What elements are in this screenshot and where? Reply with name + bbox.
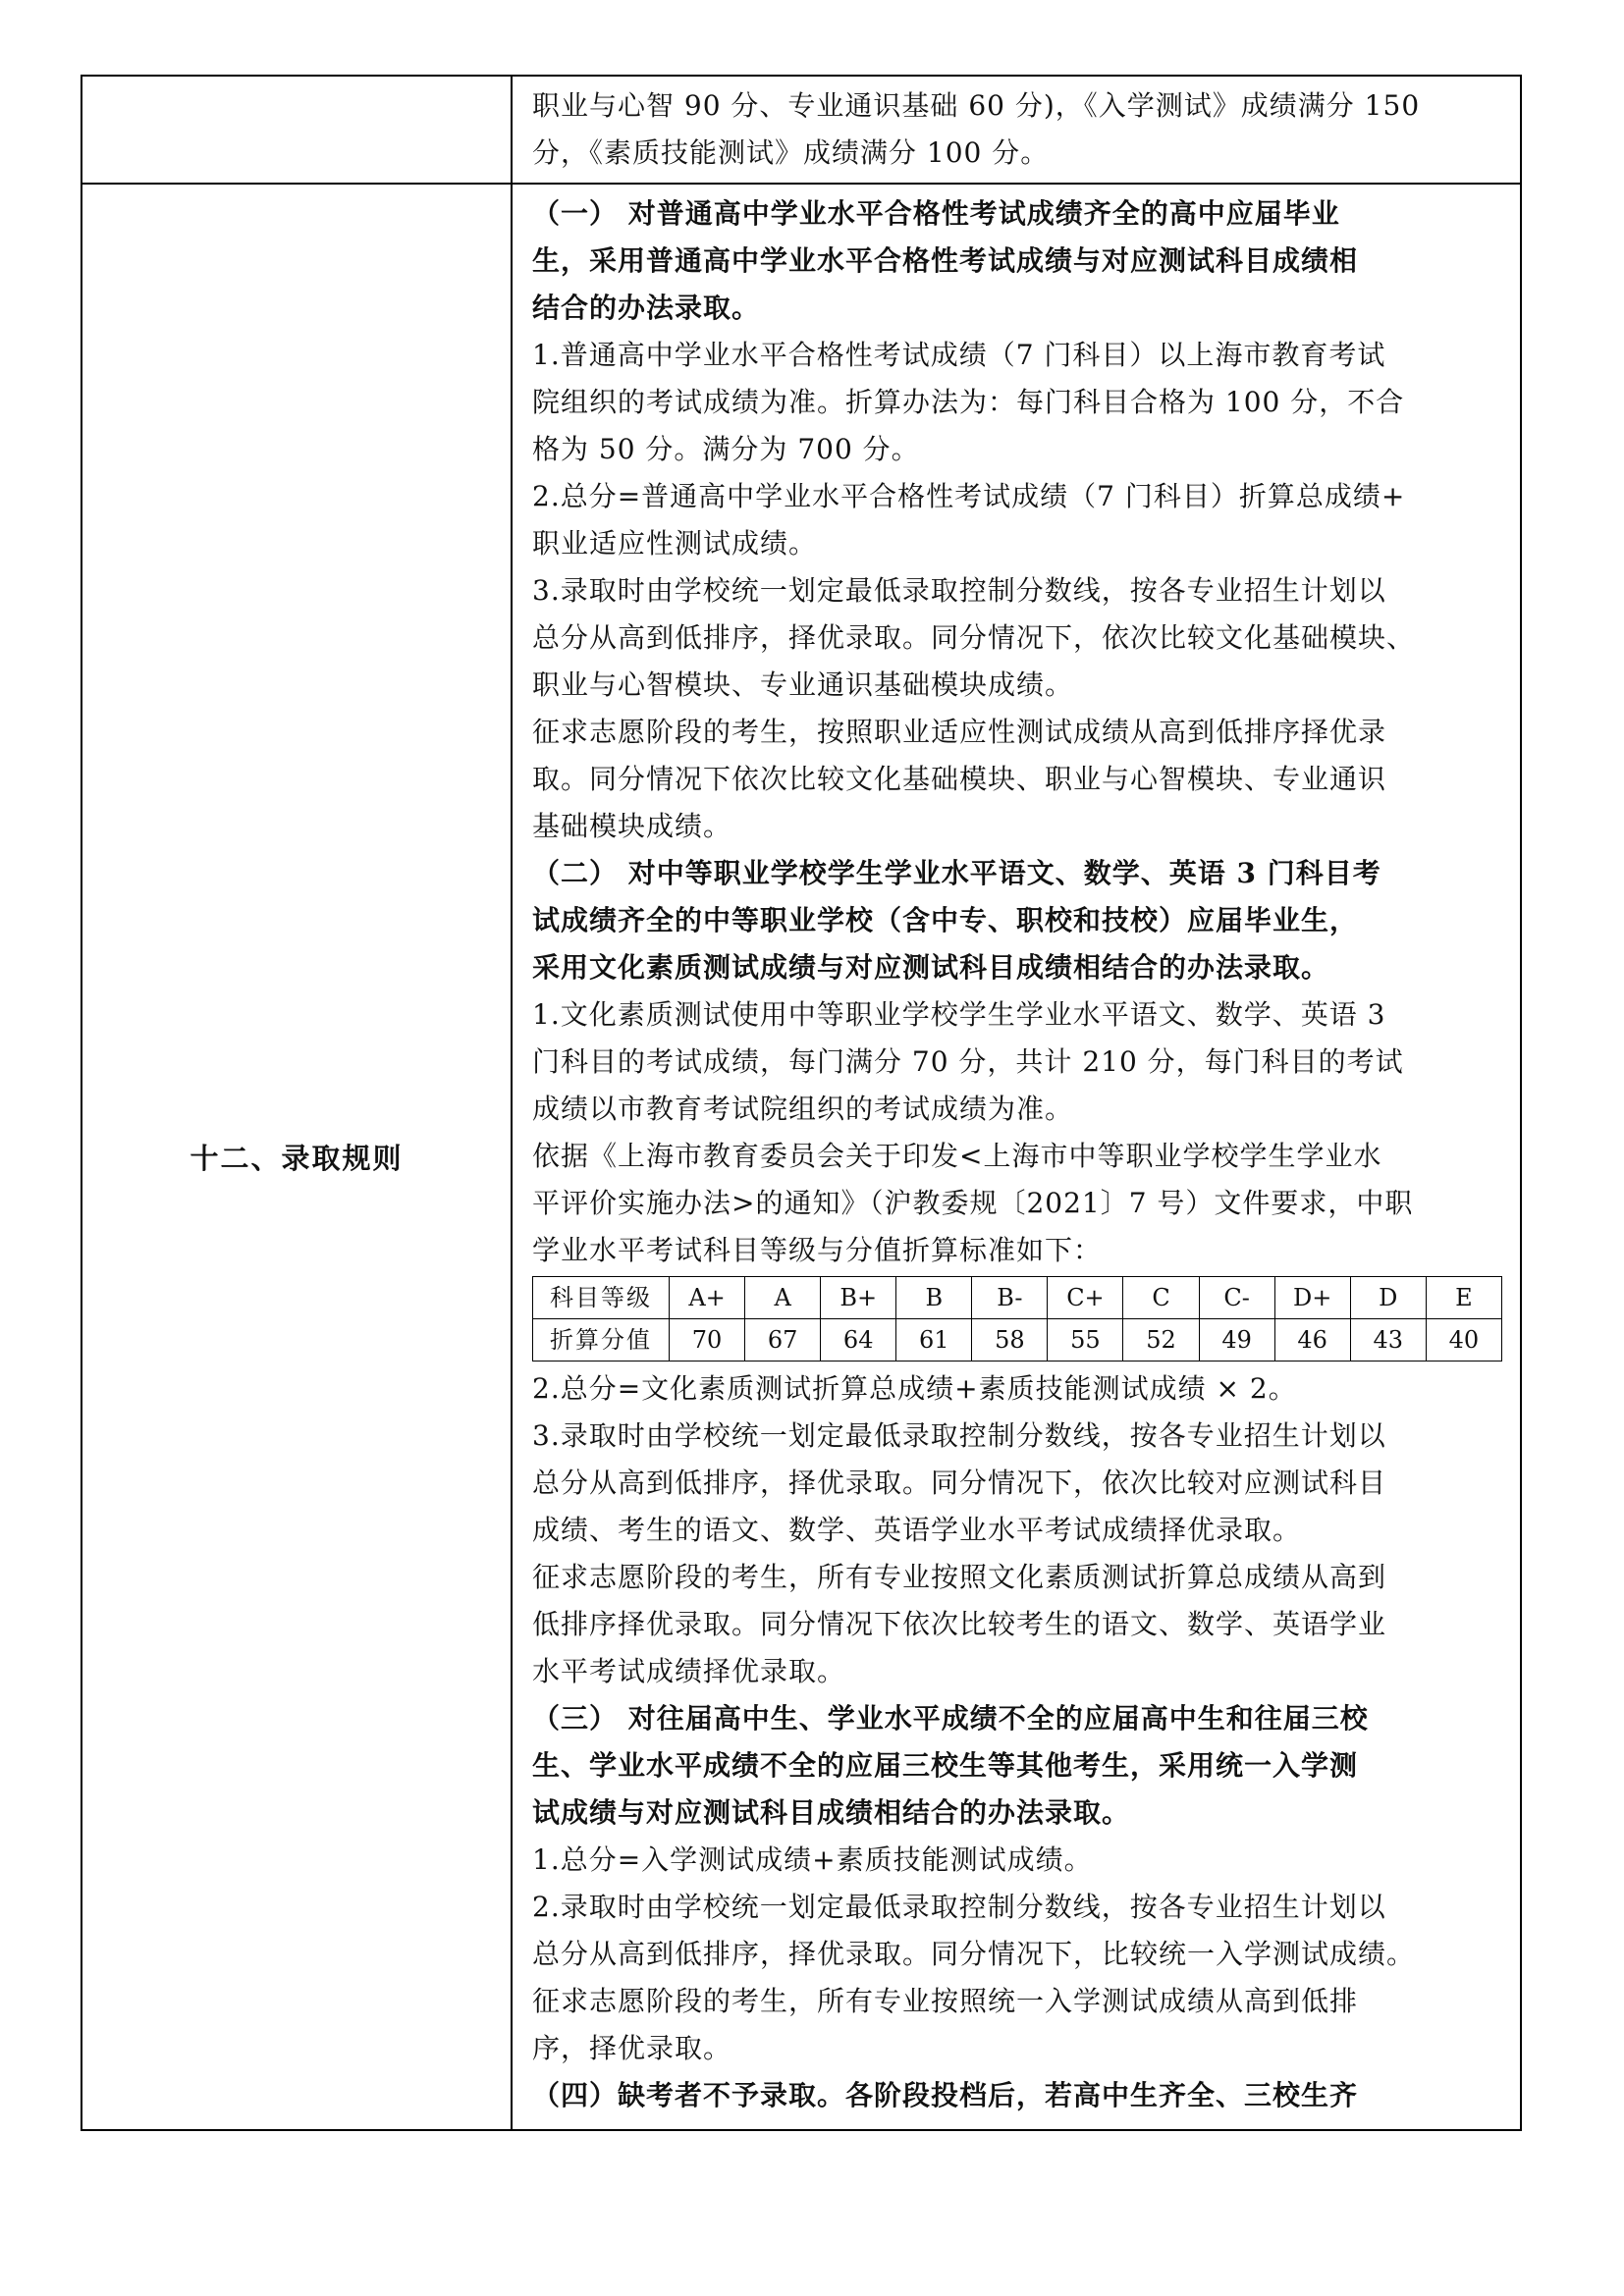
text-line: 水平考试成绩择优录取。 (532, 1655, 846, 1687)
grade-cell: B+ (821, 1277, 896, 1319)
score-cell: 61 (896, 1319, 972, 1362)
text-line: 2.录取时由学校统一划定最低录取控制分数线，按各专业招生计划以 (532, 1891, 1386, 1923)
text-line: 征求志愿阶段的考生，所有专业按照统一入学测试成绩从高到低排 (532, 1985, 1359, 2017)
section-heading: （四）缺考者不予录取。各阶段投档后，若高中生齐全、三校生齐 (532, 2079, 1359, 2111)
text-line: 取。同分情况下依次比较文化基础模块、职业与心智模块、专业通识 (532, 763, 1387, 795)
grade-cell: B- (972, 1277, 1048, 1319)
section-heading: 生，采用普通高中学业水平合格性考试成绩与对应测试科目成绩相 (532, 244, 1359, 277)
table-row-admission-rules (81, 184, 1521, 2130)
grade-label-cell: 科目等级 (533, 1277, 670, 1319)
score-cell: 46 (1274, 1319, 1350, 1362)
score-cell: 64 (821, 1319, 896, 1362)
text-line: 2.总分=普通高中学业水平合格性考试成绩（7 门科目）折算总成绩+ (532, 480, 1406, 512)
section-heading: 结合的办法录取。 (532, 292, 761, 324)
score-label-cell: 折算分值 (533, 1319, 670, 1362)
empty-header-cell (81, 76, 512, 184)
text-line: 分，《素质技能测试》成绩满分 100 分。 (532, 136, 1050, 169)
text-line: 序，择优录取。 (532, 2032, 732, 2064)
text-line: 依据《上海市教育委员会关于印发<上海市中等职业学校学生学业水 (532, 1140, 1382, 1172)
grade-cell: C (1123, 1277, 1199, 1319)
score-cell: 70 (670, 1319, 745, 1362)
grade-cell: B (896, 1277, 972, 1319)
text-line: 总分从高到低排序，择优录取。同分情况下，依次比较文化基础模块、 (532, 621, 1416, 654)
table-row-continuation (81, 76, 1521, 184)
text-line: 总分从高到低排序，择优录取。同分情况下，依次比较对应测试科目 (532, 1467, 1387, 1499)
rules-content-cell (512, 184, 1521, 2130)
score-cell: 55 (1048, 1319, 1123, 1362)
row-title: 十二、录取规则 (189, 1142, 404, 1175)
grade-cell: D+ (1274, 1277, 1350, 1319)
text-line: 2.总分=文化素质测试折算总成绩+素质技能测试成绩 × 2。 (532, 1372, 1297, 1405)
text-line: 1.文化素质测试使用中等职业学校学生学业水平语文、数学、英语 3 (532, 998, 1386, 1031)
score-cell: 58 (972, 1319, 1048, 1362)
score-cell: 52 (1123, 1319, 1199, 1362)
score-row (533, 1319, 1502, 1362)
section-heading: 采用文化素质测试成绩与对应测试科目成绩相结合的办法录取。 (532, 951, 1330, 984)
text-line: 3.录取时由学校统一划定最低录取控制分数线，按各专业招生计划以 (532, 574, 1386, 607)
section-heading: （二） 对中等职业学校学生学业水平语文、数学、英语 3 门科目考 (532, 857, 1381, 889)
grade-row (533, 1277, 1502, 1319)
section-heading: 生、学业水平成绩不全的应届三校生等其他考生，采用统一入学测 (532, 1749, 1359, 1782)
grade-cell: A+ (670, 1277, 745, 1319)
section-heading: （一） 对普通高中学业水平合格性考试成绩齐全的高中应届毕业 (532, 197, 1340, 230)
text-line: 职业适应性测试成绩。 (532, 527, 818, 560)
score-cell: 49 (1199, 1319, 1274, 1362)
text-line: 门科目的考试成绩，每门满分 70 分，共计 210 分，每门科目的考试 (532, 1045, 1404, 1078)
score-cell: 67 (745, 1319, 821, 1362)
text-line: 征求志愿阶段的考生，所有专业按照文化素质测试折算总成绩从高到 (532, 1561, 1387, 1593)
continuation-cell (512, 76, 1521, 184)
row-title-cell (81, 184, 512, 2130)
text-line: 征求志愿阶段的考生，按照职业适应性测试成绩从高到低排序择优录 (532, 716, 1387, 748)
text-line: 3.录取时由学校统一划定最低录取控制分数线，按各专业招生计划以 (532, 1419, 1386, 1452)
text-line: 1.普通高中学业水平合格性考试成绩（7 门科目）以上海市教育考试 (532, 339, 1386, 371)
admission-rules-table (81, 75, 1522, 2131)
grade-cell: D (1350, 1277, 1426, 1319)
text-line: 成绩、考生的语文、数学、英语学业水平考试成绩择优录取。 (532, 1514, 1302, 1546)
text-line: 格为 50 分。满分为 700 分。 (532, 433, 920, 465)
text-line: 基础模块成绩。 (532, 810, 732, 842)
section-heading: 试成绩与对应测试科目成绩相结合的办法录取。 (532, 1796, 1131, 1829)
grade-conversion-table (532, 1276, 1502, 1362)
grade-cell: C- (1199, 1277, 1274, 1319)
text-line: 成绩以市教育考试院组织的考试成绩为准。 (532, 1093, 1074, 1125)
text-line: 平评价实施办法>的通知》（沪教委规〔2021〕7 号）文件要求，中职 (532, 1187, 1414, 1219)
section-heading: 试成绩齐全的中等职业学校（含中专、职校和技校）应届毕业生， (532, 904, 1359, 936)
score-cell: 40 (1426, 1319, 1501, 1362)
text-line: 职业与心智模块、专业通识基础模块成绩。 (532, 668, 1074, 701)
text-line: 院组织的考试成绩为准。折算办法为：每门科目合格为 100 分，不合 (532, 386, 1405, 418)
text-line: 低排序择优录取。同分情况下依次比较考生的语文、数学、英语学业 (532, 1608, 1387, 1640)
grade-cell: A (745, 1277, 821, 1319)
text-line: 职业与心智 90 分、专业通识基础 60 分)，《入学测试》成绩满分 150 (532, 89, 1421, 122)
grade-cell: C+ (1048, 1277, 1123, 1319)
text-line: 1.总分=入学测试成绩+素质技能测试成绩。 (532, 1843, 1093, 1876)
score-cell: 43 (1350, 1319, 1426, 1362)
section-heading: （三） 对往届高中生、学业水平成绩不全的应届高中生和往届三校 (532, 1702, 1369, 1735)
grade-cell: E (1426, 1277, 1501, 1319)
text-line: 总分从高到低排序，择优录取。同分情况下，比较统一入学测试成绩。 (532, 1938, 1416, 1970)
text-line: 学业水平考试科目等级与分值折算标准如下： (532, 1234, 1103, 1266)
